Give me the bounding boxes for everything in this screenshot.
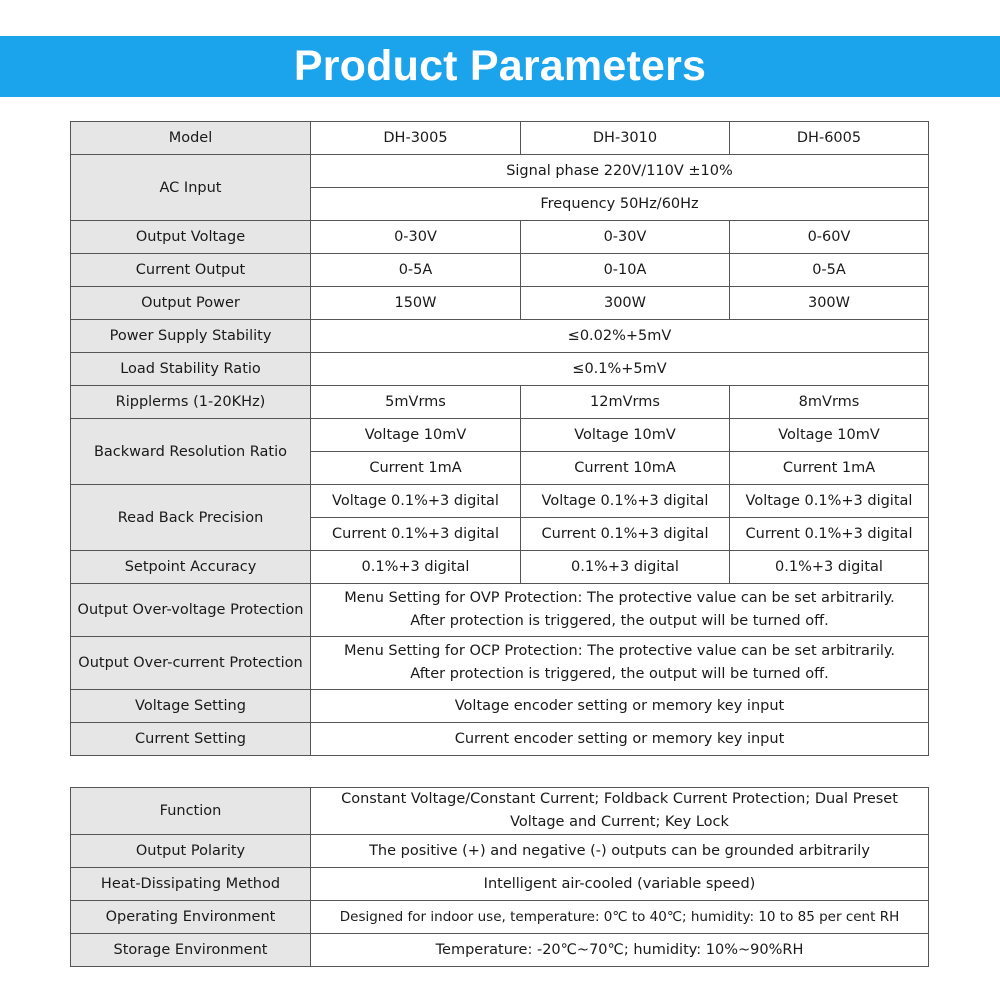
current-setting-label: Current Setting [71, 723, 311, 756]
ripple-value: 12mVrms [521, 386, 730, 419]
ac-input-phase: Signal phase 220V/110V ±10% [311, 155, 929, 188]
setpoint-accuracy-value: 0.1%+3 digital [311, 551, 521, 584]
ac-input-frequency: Frequency 50Hz/60Hz [311, 188, 929, 221]
storage-env-label: Storage Environment [71, 934, 311, 967]
table-row-ocp [71, 637, 929, 690]
table-row-heat-dissipating [71, 868, 929, 901]
heat-dissipating-label: Heat-Dissipating Method [71, 868, 311, 901]
current-output-label: Current Output [71, 254, 311, 287]
output-power-value: 300W [730, 287, 929, 320]
output-voltage-value: 0-30V [311, 221, 521, 254]
table-row-output-voltage [71, 221, 929, 254]
model-label: Model [71, 122, 311, 155]
power-supply-stability-label: Power Supply Stability [71, 320, 311, 353]
ocp-line-1: Menu Setting for OCP Protection: The protective value can be set arbitrarily. [343, 643, 896, 659]
ocp-value [311, 637, 929, 690]
table-row-output-polarity [71, 835, 929, 868]
table-row-output-power [71, 287, 929, 320]
current-output-value: 0-10A [521, 254, 730, 287]
model-dh-6005: DH-6005 [730, 122, 929, 155]
table-row-backward-resolution-voltage [71, 419, 929, 452]
spec-table-main [70, 121, 929, 756]
ripple-value: 8mVrms [730, 386, 929, 419]
ripple-label: Ripplerms (1-20KHz) [71, 386, 311, 419]
function-line-1: Constant Voltage/Constant Current; Foldback Current Protection; Dual Preset [341, 791, 898, 807]
ripple-value: 5mVrms [311, 386, 521, 419]
table-row-voltage-setting [71, 690, 929, 723]
load-stability-label: Load Stability Ratio [71, 353, 311, 386]
ovp-line-1: Menu Setting for OVP Protection: The protective value can be set arbitrarily. [344, 590, 895, 606]
table-row-storage-env [71, 934, 929, 967]
setpoint-accuracy-value: 0.1%+3 digital [521, 551, 730, 584]
voltage-setting-value: Voltage encoder setting or memory key input [311, 690, 929, 723]
backward-resolution-current: Current 1mA [311, 452, 521, 485]
output-polarity-value: The positive (+) and negative (-) outputs can be grounded arbitrarily [311, 835, 929, 868]
spec-table-general [70, 787, 929, 967]
table-row-ovp [71, 584, 929, 637]
heat-dissipating-value: Intelligent air-cooled (variable speed) [311, 868, 929, 901]
operating-env-label: Operating Environment [71, 901, 311, 934]
output-voltage-value: 0-60V [730, 221, 929, 254]
table-row-operating-env [71, 901, 929, 934]
load-stability-value: ≤0.1%+5mV [311, 353, 929, 386]
table-row-model [71, 122, 929, 155]
table-row-function [71, 788, 929, 835]
read-back-voltage: Voltage 0.1%+3 digital [730, 485, 929, 518]
table-row-current-setting [71, 723, 929, 756]
backward-resolution-voltage: Voltage 10mV [521, 419, 730, 452]
setpoint-accuracy-label: Setpoint Accuracy [71, 551, 311, 584]
operating-env-value: Designed for indoor use, temperature: 0℃ to 40℃; humidity: 10 to 85 per cent RH [311, 901, 929, 934]
table-row-setpoint-accuracy [71, 551, 929, 584]
function-line-2: Voltage and Current; Key Lock [510, 814, 729, 830]
table-row-current-output [71, 254, 929, 287]
backward-resolution-label: Backward Resolution Ratio [71, 419, 311, 485]
backward-resolution-voltage: Voltage 10mV [311, 419, 521, 452]
output-power-label: Output Power [71, 287, 311, 320]
power-supply-stability-value: ≤0.02%+5mV [311, 320, 929, 353]
ovp-line-2: After protection is triggered, the output will be turned off. [410, 613, 829, 629]
ac-input-label: AC Input [71, 155, 311, 221]
model-dh-3005: DH-3005 [311, 122, 521, 155]
read-back-current: Current 0.1%+3 digital [311, 518, 521, 551]
current-setting-value: Current encoder setting or memory key input [311, 723, 929, 756]
output-power-value: 300W [521, 287, 730, 320]
read-back-label: Read Back Precision [71, 485, 311, 551]
output-polarity-label: Output Polarity [71, 835, 311, 868]
current-output-value: 0-5A [730, 254, 929, 287]
page-title: Product Parameters [0, 36, 1000, 97]
ocp-line-2: After protection is triggered, the output will be turned off. [410, 666, 829, 682]
current-output-value: 0-5A [311, 254, 521, 287]
read-back-voltage: Voltage 0.1%+3 digital [521, 485, 730, 518]
model-dh-3010: DH-3010 [521, 122, 730, 155]
output-voltage-label: Output Voltage [71, 221, 311, 254]
ovp-label: Output Over-voltage Protection [71, 584, 311, 637]
table-row-load-stability [71, 353, 929, 386]
table-row-read-back-voltage [71, 485, 929, 518]
function-value [311, 788, 929, 835]
backward-resolution-voltage: Voltage 10mV [730, 419, 929, 452]
backward-resolution-current: Current 10mA [521, 452, 730, 485]
output-power-value: 150W [311, 287, 521, 320]
read-back-current: Current 0.1%+3 digital [730, 518, 929, 551]
table-row-ac-input [71, 155, 929, 188]
function-label: Function [71, 788, 311, 835]
backward-resolution-current: Current 1mA [730, 452, 929, 485]
read-back-voltage: Voltage 0.1%+3 digital [311, 485, 521, 518]
voltage-setting-label: Voltage Setting [71, 690, 311, 723]
ocp-label: Output Over-current Protection [71, 637, 311, 690]
table-row-power-supply-stability [71, 320, 929, 353]
storage-env-value: Temperature: -20℃~70℃; humidity: 10%~90%RH [311, 934, 929, 967]
table-row-ripple [71, 386, 929, 419]
output-voltage-value: 0-30V [521, 221, 730, 254]
read-back-current: Current 0.1%+3 digital [521, 518, 730, 551]
setpoint-accuracy-value: 0.1%+3 digital [730, 551, 929, 584]
ovp-value [311, 584, 929, 637]
